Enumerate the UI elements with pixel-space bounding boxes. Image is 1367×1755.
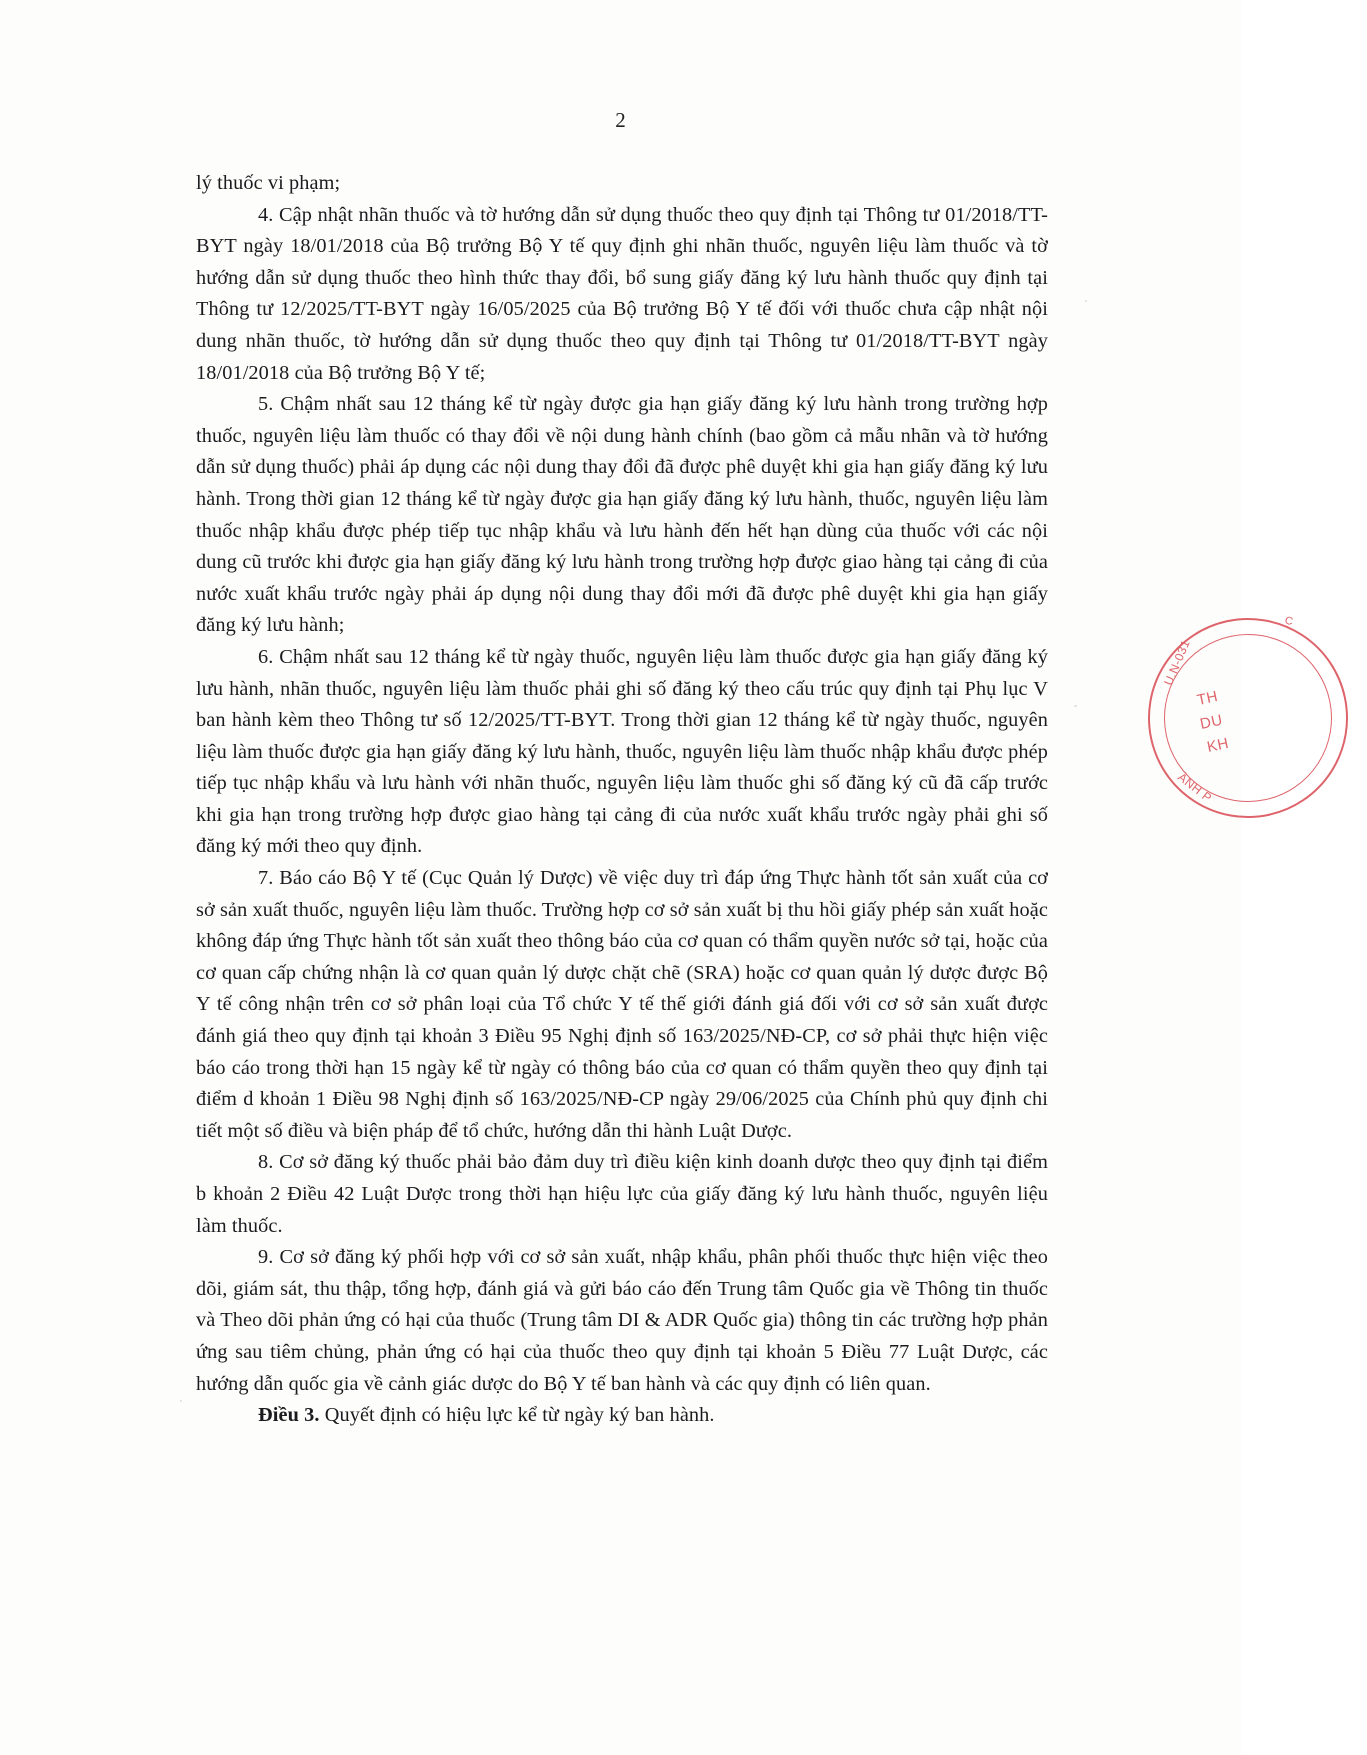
paragraph-article-3 [196, 1400, 1048, 1432]
paragraph-continuation: lý thuốc vi phạm; [196, 172, 341, 194]
official-seal-stamp [1129, 599, 1366, 836]
seal-text-line-1: TH [1195, 687, 1220, 709]
seal-text-lower-left: ÀNH P [1175, 769, 1215, 806]
paragraph-item-7: 7. Báo cáo Bộ Y tế (Cục Quản lý Dược) về việc duy trì đáp ứng Thực hành tốt sản xuất của cơ sở sản xuất thuốc, nguyên liệu làm thuốc. Trường hợp cơ sở sản xuất bị thu hồi giấy phép sản xuất hoặc không đáp ứng Thực hành tốt sản xuất theo thông báo của cơ quan có thẩm quyền nước sở tại, hoặc của cơ quan cấp chứng nhận là cơ quan quản lý dược chặt chẽ (SRA) hoặc cơ quan quản lý dược được Bộ Y tế công nhận trên cơ sở phân loại của Tổ chức Y tế thế giới đánh giá đối với cơ sở sản xuất được đánh giá theo quy định tại khoản 3 Điều 95 Nghị định số 163/2025/NĐ-CP, cơ sở phải thực hiện việc báo cáo trong thời hạn 15 ngày kể từ ngày có thông báo của cơ quan có thẩm quyền theo quy định tại điểm d khoản 1 Điều 98 Nghị định số 163/2025/NĐ-CP ngày 29/06/2025 của Chính phủ quy định chi tiết một số điều và biện pháp để tổ chức, hướng dẫn thi hành Luật Dược. [196, 867, 1048, 1142]
seal-text-upper-left: U.N-031 [1161, 637, 1193, 688]
page-number: 2 [615, 108, 626, 132]
paragraph-item-6: 6. Chậm nhất sau 12 tháng kể từ ngày thuốc, nguyên liệu làm thuốc được gia hạn giấy đăng ký lưu hành, nhãn thuốc, nguyên liệu làm thuốc phải ghi số đăng ký theo cấu trúc quy định tại Phụ lục V ban hành kèm theo Thông tư số 12/2025/TT-BYT. Trong thời gian 12 tháng kể từ ngày thuốc, nguyên liệu làm thuốc được gia hạn giấy đăng ký lưu hành, thuốc, nguyên liệu làm thuốc nhập khẩu được phép tiếp tục nhập khẩu và lưu hành với nhãn thuốc, nguyên liệu làm thuốc ghi số đăng ký cũ đã cấp trước khi gia hạn trong trường hợp được giao hàng tại cảng đi của nước xuất khẩu trước ngày phải ghi số đăng ký mới theo quy định. [196, 645, 1048, 858]
paragraph-item-9: 9. Cơ sở đăng ký phối hợp với cơ sở sản xuất, nhập khẩu, phân phối thuốc thực hiện việc theo dõi, giám sát, thu thập, tổng hợp, đánh giá và gửi báo cáo đến Trung tâm Quốc gia về Thông tin thuốc và Theo dõi phản ứng có hại của thuốc (Trung tâm DI & ADR Quốc gia) thông tin các trường hợp phản ứng sau tiêm chủng, phản ứng có hại của thuốc theo quy định tại khoản 5 Điều 77 Luật Dược, các hướng dẫn quốc gia về cảnh giác dược do Bộ Y tế ban hành và các quy định có liên quan. [196, 1246, 1048, 1395]
paragraph-item-8: 8. Cơ sở đăng ký thuốc phải bảo đảm duy trì điều kiện kinh doanh dược theo quy định tại điểm b khoản 2 Điều 42 Luật Dược trong thời hạn hiệu lực của giấy đăng ký lưu hành thuốc, nguyên liệu làm thuốc. [196, 1151, 1048, 1237]
paragraph-item-4: 4. Cập nhật nhãn thuốc và tờ hướng dẫn sử dụng thuốc theo quy định tại Thông tư 01/2018/TT-BYT ngày 18/01/2018 của Bộ trưởng Bộ Y tế quy định ghi nhãn thuốc, nguyên liệu làm thuốc và tờ hướng dẫn sử dụng thuốc theo hình thức thay đổi, bổ sung giấy đăng ký lưu hành thuốc quy định tại Thông tư 12/2025/TT-BYT ngày 16/05/2025 của Bộ trưởng Bộ Y tế đối với thuốc chưa cập nhật nội dung nhãn thuốc, tờ hướng dẫn sử dụng thuốc theo quy định tại Thông tư 01/2018/TT-BYT ngày 18/01/2018 của Bộ trưởng Bộ Y tế; [196, 203, 1048, 384]
seal-text-line-3: KH [1205, 734, 1231, 756]
page-speck [1074, 705, 1077, 707]
paragraph-item-5: 5. Chậm nhất sau 12 tháng kể từ ngày được gia hạn giấy đăng ký lưu hành trong trường hợp thuốc, nguyên liệu làm thuốc có thay đổi về nội dung hành chính (bao gồm cả mẫu nhãn và tờ hướng dẫn sử dụng thuốc) phải áp dụng các nội dung thay đổi đã được phê duyệt khi gia hạn giấy đăng ký lưu hành. Trong thời gian 12 tháng kể từ ngày được gia hạn giấy đăng ký lưu hành, thuốc, nguyên liệu làm thuốc nhập khẩu được phép tiếp tục nhập khẩu và lưu hành đến hết hạn dùng của thuốc với các nội dung cũ trước khi được gia hạn giấy đăng ký lưu hành trong trường hợp được giao hàng tại cảng đi của nước xuất khẩu trước ngày phải áp dụng nội dung thay đổi mới đã được phê duyệt khi gia hạn giấy đăng ký lưu hành; [196, 393, 1048, 637]
article-3-label: Điều 3. [258, 1404, 320, 1427]
page-speck [1085, 300, 1087, 302]
article-3-text: Quyết định có hiệu lực kể từ ngày ký ban hành. [319, 1404, 715, 1427]
seal-text-line-2: DU [1198, 711, 1225, 733]
document-body [196, 168, 1048, 1432]
page-speck [180, 1400, 182, 1402]
seal-text-upper-right: C [1283, 614, 1295, 629]
